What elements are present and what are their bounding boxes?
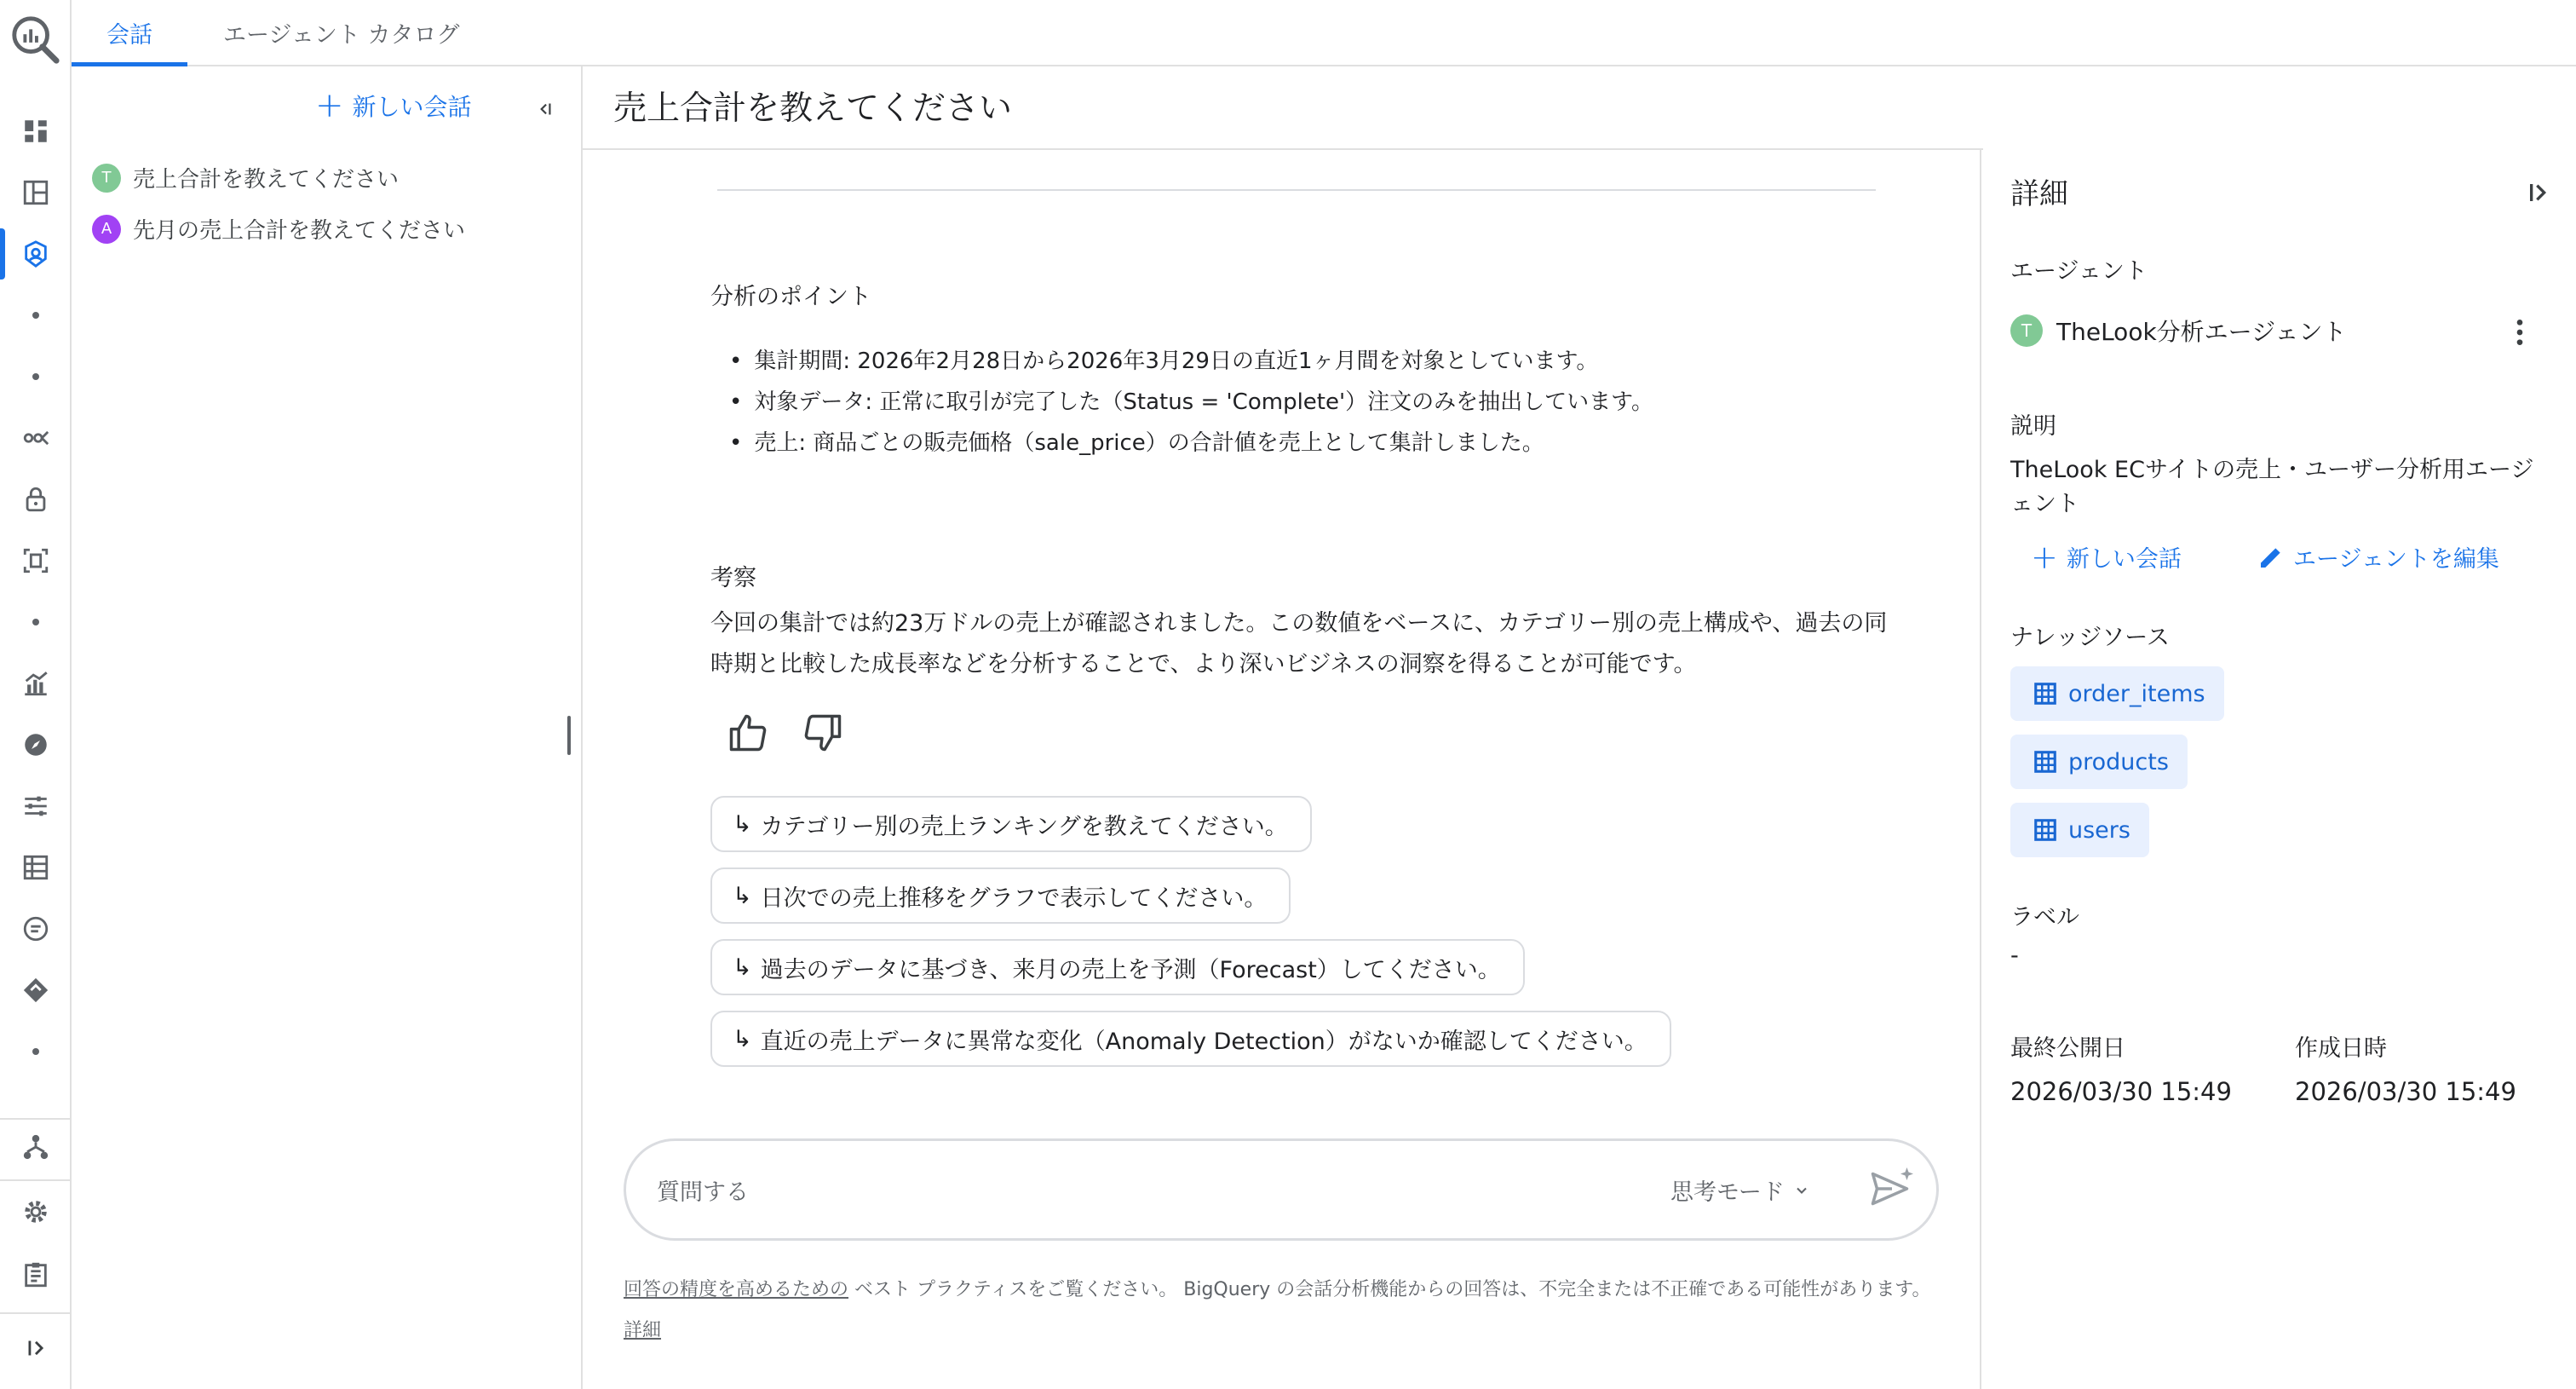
lock-icon[interactable] (15, 479, 56, 520)
pipeline-icon[interactable] (15, 418, 56, 458)
knowledge-source-chip[interactable] (2010, 803, 2149, 857)
plus-icon: + (2031, 538, 2058, 576)
avatar: T (2010, 314, 2043, 347)
knowledge-source-label: ナレッジソース (2010, 625, 2170, 651)
send-button[interactable] (1866, 1163, 1918, 1214)
tab-agent-catalog-label: エージェント カタログ (223, 21, 460, 49)
last-published-label: 最終公開日 (2010, 1035, 2125, 1062)
thinking-mode-select[interactable] (1670, 1173, 1810, 1207)
rail-dot-icon[interactable] (32, 312, 39, 319)
diamond-icon[interactable] (15, 970, 56, 1011)
chat-bubble-icon[interactable] (15, 908, 56, 949)
conversation-item[interactable] (92, 162, 399, 193)
table-icon (2033, 681, 2058, 706)
details-panel (1980, 148, 2576, 1389)
rail-dot-icon[interactable] (32, 1048, 39, 1055)
knowledge-source-name: products (2068, 748, 2169, 775)
conversation-list-panel (72, 66, 583, 1389)
insight-paragraph: 今回の集計では約23万ドルの売上が確認されました。この数値をベースに、カテゴリー別の売上構成や、過去の同時期と比較した成長率などを分析することで、より深いビジネスの洞察を得ることが可能です。 (710, 610, 1888, 677)
analytics-icon[interactable] (15, 663, 56, 704)
knowledge-source-chip[interactable] (2010, 735, 2188, 789)
analysis-bullet-list (729, 341, 1653, 464)
rail-dot-icon[interactable] (32, 619, 39, 625)
collapse-right-icon (2521, 176, 2556, 210)
agent-more-button[interactable] (2503, 315, 2537, 349)
message-divider (717, 189, 1876, 191)
conversation-title: 売上合計を教えてください (133, 167, 400, 193)
table-grid-icon[interactable] (15, 847, 56, 888)
rail-active-indicator (0, 228, 5, 280)
left-nav-rail (0, 0, 72, 1389)
best-practices-link[interactable]: 回答の精度を高めるための (624, 1279, 849, 1300)
rail-divider (0, 1312, 72, 1314)
tab-conversations-label: 会話 (106, 21, 152, 49)
conversation-title: 先月の売上合計を教えてください (133, 218, 466, 244)
thinking-mode-label: 思考モード (1670, 1179, 1785, 1206)
agent-name: TheLook分析エージェント (2056, 318, 2347, 346)
pencil-icon (2257, 544, 2285, 571)
scan-icon[interactable] (15, 540, 56, 581)
insight-heading: 考察 (710, 565, 756, 591)
created-label: 作成日時 (2295, 1035, 2387, 1062)
avatar: T (92, 164, 121, 193)
reply-arrow-icon: ↳ (733, 810, 752, 838)
disclaimer-text (624, 1270, 1952, 1352)
agent-icon[interactable] (15, 233, 56, 274)
analysis-heading: 分析のポイント (710, 284, 871, 310)
send-spark-icon (1866, 1163, 1918, 1214)
suggestion-chip[interactable] (710, 1011, 1671, 1067)
suggestion-text: 過去のデータに基づき、来月の売上を予測（Forecast）してください。 (760, 956, 1501, 983)
new-conversation-button[interactable] (315, 86, 472, 125)
knowledge-source-name: order_items (2068, 680, 2205, 707)
reply-arrow-icon: ↳ (733, 1025, 752, 1052)
new-conversation-label: 新しい会話 (352, 93, 472, 121)
collapse-panel-button[interactable] (525, 89, 566, 130)
suggestion-text: 直近の売上データに異常な変化（Anomaly Detection）がないか確認してください。 (760, 1028, 1647, 1055)
rail-divider (0, 1118, 72, 1120)
agent-description: TheLook ECサイトの売上・ユーザー分析用エージェント (2010, 457, 2534, 517)
table-icon (2033, 749, 2058, 775)
tab-agent-catalog[interactable] (223, 0, 460, 65)
collapse-left-icon (534, 98, 556, 120)
disclaimer-body: ベスト プラクティスをご覧ください。 BigQuery の会話分析機能からの回答は、不完全または不正確である可能性があります。 (848, 1279, 1931, 1300)
suggestion-text: カテゴリー別の売上ランキングを教えてください。 (760, 813, 1288, 840)
page-title: 売上合計を教えてください (613, 89, 1013, 128)
top-tab-bar (72, 0, 2576, 66)
collapse-details-button[interactable] (2521, 176, 2556, 210)
explorer-icon[interactable] (15, 172, 56, 213)
tune-icon[interactable] (15, 786, 56, 827)
last-published-value: 2026/03/30 15:49 (2010, 1077, 2232, 1106)
hierarchy-icon[interactable] (15, 1127, 56, 1167)
tab-conversations[interactable] (72, 0, 187, 65)
list-item: • 対象データ: 正常に取引が完了した（Status = 'Complete'）注文のみを抽出しています。 (729, 382, 1653, 423)
thumbs-up-button[interactable] (726, 711, 770, 755)
suggestion-chip[interactable] (710, 867, 1291, 924)
panel-resize-handle[interactable] (567, 716, 571, 755)
details-new-conversation-button[interactable] (2031, 538, 2182, 576)
thumbs-up-icon (726, 711, 770, 755)
table-icon (2033, 817, 2058, 843)
avatar: A (92, 215, 121, 244)
thumbs-down-icon (801, 711, 845, 755)
thumbs-down-button[interactable] (801, 711, 845, 755)
dashboard-icon[interactable] (15, 111, 56, 152)
agent-label: エージェント (2010, 258, 2148, 285)
expand-rail-icon[interactable] (15, 1328, 56, 1369)
bigquery-logo-icon[interactable] (9, 12, 61, 66)
rail-divider (0, 1179, 72, 1181)
header-divider (583, 148, 1983, 150)
edit-agent-button[interactable] (2257, 540, 2499, 573)
suggestion-chip[interactable] (710, 939, 1525, 995)
created-value: 2026/03/30 15:49 (2295, 1077, 2516, 1106)
details-new-conversation-label: 新しい会話 (2066, 546, 2182, 573)
list-item: • 集計期間: 2026年2月28日から2026年3月29日の直近1ヶ月間を対象としています。 (729, 341, 1653, 382)
description-label: 説明 (2010, 413, 2056, 440)
question-input-placeholder: 質問する (657, 1179, 749, 1206)
rail-dot-icon[interactable] (32, 373, 39, 380)
chevron-down-icon (1793, 1182, 1810, 1199)
conversation-item[interactable] (92, 213, 465, 245)
knowledge-source-chip[interactable] (2010, 666, 2224, 721)
settings-gear-icon[interactable] (15, 1191, 56, 1232)
reply-arrow-icon: ↳ (733, 882, 752, 909)
labels-value: - (2010, 942, 2019, 969)
edit-agent-label: エージェントを編集 (2293, 546, 2499, 573)
list-item: • 売上: 商品ごとの販売価格（sale_price）の合計値を売上として集計しました。 (729, 423, 1653, 464)
compass-icon[interactable] (15, 724, 56, 765)
agent-row (2010, 314, 2347, 348)
suggestion-chip[interactable] (710, 796, 1312, 852)
knowledge-source-name: users (2068, 816, 2130, 844)
release-notes-icon[interactable] (15, 1254, 56, 1295)
details-title: 詳細 (2010, 177, 2068, 211)
more-vert-icon (2503, 315, 2537, 349)
question-input[interactable] (624, 1138, 1939, 1241)
details-link[interactable]: 詳細 (624, 1320, 662, 1341)
suggestion-text: 日次での売上推移をグラフで表示してください。 (760, 885, 1268, 912)
plus-icon: + (315, 86, 344, 125)
labels-label: ラベル (2010, 904, 2079, 931)
reply-arrow-icon: ↳ (733, 954, 752, 981)
